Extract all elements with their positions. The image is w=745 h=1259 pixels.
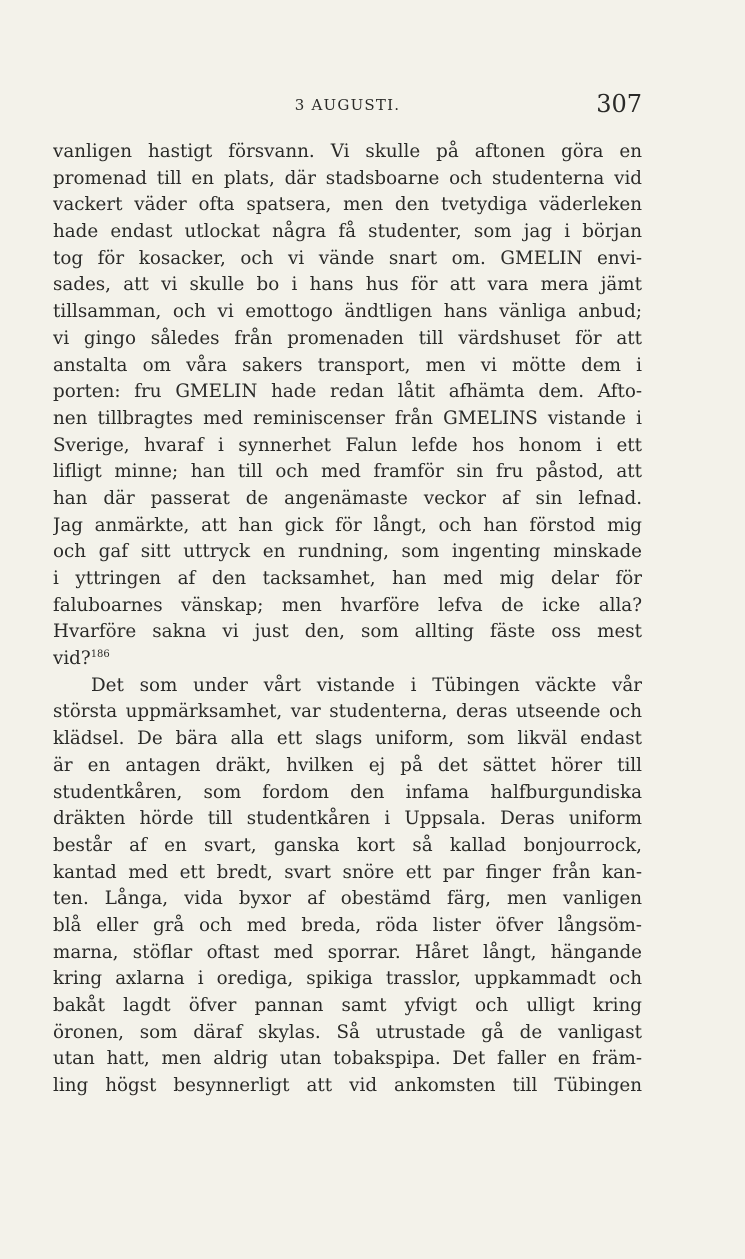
text-line: dräkten hörde till studentkåren i Uppsala. Deras uniform xyxy=(53,808,642,830)
text-line: promenad till en plats, där stadsboarne och studenterna vid xyxy=(53,167,642,189)
text-line: vackert väder ofta spatsera, men den tvetydiga väderleken xyxy=(53,194,642,216)
text-line: klädsel. De bära alla ett slags uniform, som likväl endast xyxy=(53,728,642,750)
text-line: faluboarnes vänskap; men hvarföre lefva de icke alla? xyxy=(53,594,642,616)
running-head xyxy=(53,90,642,124)
text-line: hade endast utlockat några få studenter, som jag i början xyxy=(53,221,642,243)
text-line: vi gingo således från promenaden till värdshuset för att xyxy=(53,327,642,349)
text-line: i yttringen af den tacksamhet, han med mig delar för xyxy=(53,568,642,589)
text-line: Hvarföre sakna vi just den, som allting fäste oss mest xyxy=(53,621,642,643)
text-line: porten: fru GMELIN hade redan låtit afhämta dem. Afto- xyxy=(53,381,642,403)
text-line: ten. Långa, vida byxor af obestämd färg, men vanligen xyxy=(53,888,642,910)
text-line: tog för kosacker, och vi vände snart om. GMELIN envi- xyxy=(53,247,642,269)
text-line: blå eller grå och med breda, röda lister öfver långsöm- xyxy=(53,914,642,936)
text-line: han där passerat de angenämaste veckor af sin lefnad. xyxy=(53,487,642,509)
text-line: kring axlarna i orediga, spikiga trasslor, uppkammadt och xyxy=(53,968,642,990)
text-line: Jag anmärkte, att han gick för långt, och han förstod mig xyxy=(53,514,642,536)
text-line: består af en svart, ganska kort så kallad bonjourrock, xyxy=(53,834,642,856)
text-line: största uppmärksamhet, var studenterna, deras utseende och xyxy=(53,701,642,723)
text-line: lifligt minne; han till och med framför sin fru påstod, att xyxy=(53,461,642,483)
text-line: Sverige, hvaraf i synnerhet Falun lefde hos honom i ett xyxy=(53,434,642,456)
paragraph-first-line: Det som under vårt vistande i Tübingen väckte vår xyxy=(91,674,642,696)
text-line: utan hatt, men aldrig utan tobakspipa. Det faller en främ- xyxy=(53,1048,642,1070)
text-line: öronen, som däraf skylas. Så utrustade gå de vanligast xyxy=(53,1021,642,1043)
text-line: och gaf sitt uttryck en rundning, som ingenting minskade xyxy=(53,541,642,563)
text-line: sades, att vi skulle bo i hans hus för att vara mera jämt xyxy=(53,274,642,296)
text-line: nen tillbragtes med reminiscenser från GMELINS vistande i xyxy=(53,407,642,429)
text-line-content: vid? xyxy=(53,648,91,670)
running-title: 3 AUGUSTI. xyxy=(294,96,401,114)
text-line xyxy=(53,646,642,673)
text-line: tillsamman, och vi emottogo ändtligen hans vänliga anbud; xyxy=(53,301,642,323)
text-line: kantad med ett bredt, svart snöre ett par finger från kan- xyxy=(53,861,642,883)
text-line: är en antagen dräkt, hvilken ej på det sättet hörer till xyxy=(53,754,642,776)
text-line: vanligen hastigt försvann. Vi skulle på aftonen göra en xyxy=(53,141,642,162)
text-line: anstalta om våra sakers transport, men vi mötte dem i xyxy=(53,354,642,376)
text-line: marna, stöflar oftast med sporrar. Håret långt, hängande xyxy=(53,941,642,963)
text-line: ling högst besynnerligt att vid ankomsten till Tübingen xyxy=(53,1075,642,1097)
text-line: bakåt lagdt öfver pannan samt yfvigt och ulligt kring xyxy=(53,995,642,1016)
footnote-reference: 186 xyxy=(90,649,110,661)
text-line: studentkåren, som fordom den infama halfburgundiska xyxy=(53,781,642,803)
page-number: 307 xyxy=(596,90,642,118)
body-text xyxy=(53,139,642,1100)
